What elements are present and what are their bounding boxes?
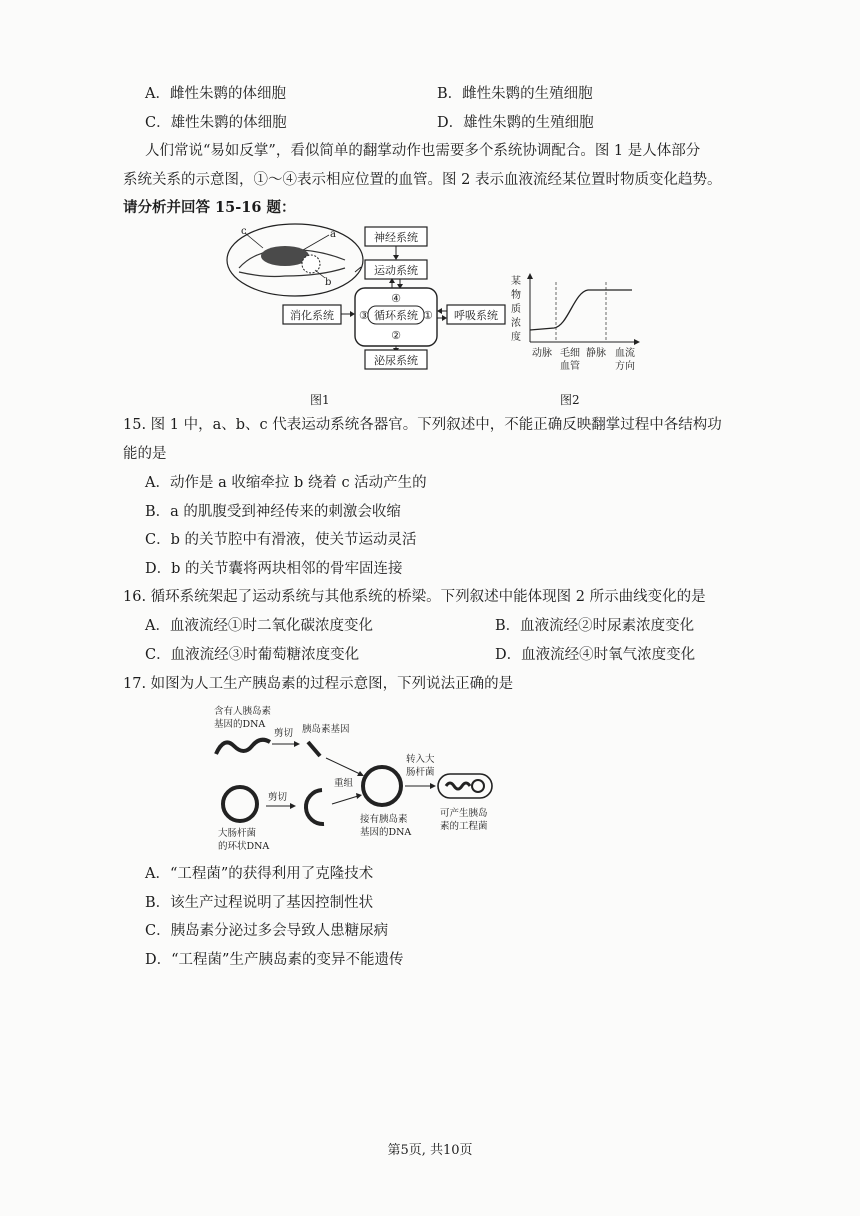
joint-icon — [302, 255, 320, 273]
q15-option-b: B．a 的肌腹受到神经传来的刺激会收缩 — [145, 504, 401, 520]
figure-2-chart — [508, 272, 643, 377]
figure-2-caption: 图2 — [560, 393, 580, 407]
q16-option-a: A．血液流经①时二氧化碳浓度变化 — [145, 618, 373, 634]
vessel-2: ② — [391, 329, 401, 342]
y-axis-label — [511, 274, 521, 343]
ecoli-circular-dna-icon — [223, 787, 257, 821]
q14-option-c: C．雄性朱鹮的体细胞 — [145, 115, 287, 131]
y-label-char: 度 — [511, 332, 521, 343]
vessel-4: ④ — [391, 292, 401, 305]
intro-line-3: 请分析并回答 15-16 题： — [123, 199, 296, 216]
label-c: c — [241, 226, 247, 237]
intro-line-1: 人们常说“易如反掌”，看似简单的翻掌动作也需要多个系统协调配合。图 1 是人体部分 — [145, 143, 701, 159]
x-label-flow: 方向 — [615, 361, 635, 372]
vessel-1: ① — [423, 309, 433, 322]
y-label-char: 某 — [511, 276, 521, 287]
q16-option-c: C．血液流经③时葡萄糖浓度变化 — [145, 647, 360, 663]
x-label-vein: 静脉 — [586, 348, 606, 359]
insulin-gene-label: 胰岛素基因 — [302, 724, 350, 735]
engineered-bacterium-label: 素的工程菌 — [440, 821, 488, 832]
human-dna-label: 含有人胰岛素 — [214, 706, 272, 717]
q15-option-d: D．b 的关节囊将两块相邻的骨牢固连接 — [145, 561, 403, 577]
x-label-capillary: 毛细 — [560, 348, 580, 359]
q14-option-b: B．雌性朱鹮的生殖细胞 — [437, 86, 593, 102]
recombinant-dna-label: 接有胰岛素 — [360, 814, 408, 825]
digestive-system-label: 消化系统 — [290, 309, 334, 322]
q17-option-d: D．“工程菌”生产胰岛素的变异不能遗传 — [145, 952, 404, 968]
q15-stem-line-1: 15. 图 1 中，a、b、c 代表运动系统各器官。下列叙述中，不能正确反映翻掌过程中各结构功 — [123, 417, 722, 433]
cut-plasmid-icon — [306, 790, 324, 824]
figure-1-diagram — [225, 220, 510, 370]
q16-option-b: B．血液流经②时尿素浓度变化 — [495, 618, 695, 634]
motor-system-label: 运动系统 — [374, 264, 418, 277]
q16-option-d: D．血液流经④时氧气浓度变化 — [495, 647, 696, 663]
human-dna-strand-icon — [216, 740, 270, 754]
q17-stem: 17. 如图为人工生产胰岛素的过程示意图，下列说法正确的是 — [123, 676, 514, 692]
nervous-system-label: 神经系统 — [374, 231, 418, 244]
label-b: b — [325, 277, 332, 288]
q17-option-b: B．该生产过程说明了基因控制性状 — [145, 895, 374, 911]
insulin-gene-icon — [308, 742, 320, 756]
q15-option-a: A．动作是 a 收缩牵拉 b 绕着 c 活动产生的 — [145, 475, 427, 491]
cut-label-2: 剪切 — [268, 792, 288, 803]
recombinant-dna-icon — [363, 767, 401, 805]
circulatory-system-label: 循环系统 — [374, 309, 418, 322]
recombine-label: 重组 — [334, 778, 354, 789]
vessel-3: ③ — [359, 309, 369, 322]
ecoli-dna-label: 大肠杆菌 — [218, 828, 257, 839]
concentration-curve — [530, 290, 632, 330]
x-label-capillary: 血管 — [560, 361, 580, 372]
transfer-label: 肠杆菌 — [406, 767, 435, 778]
q15-option-c: C．b 的关节腔中有滑液，使关节运动灵活 — [145, 532, 417, 548]
human-dna-label: 基因的DNA — [214, 719, 266, 730]
page-footer: 第5页, 共10页 — [387, 1143, 473, 1158]
y-label-char: 浓 — [511, 318, 521, 329]
q14-option-a: A．雌性朱鹮的体细胞 — [145, 86, 286, 102]
urinary-system-label: 泌尿系统 — [374, 354, 418, 367]
intro-line-2: 系统关系的示意图，①～④表示相应位置的血管。图 2 表示血液流经某位置时物质变化趋势。 — [123, 172, 722, 188]
respiratory-system-label: 呼吸系统 — [454, 309, 498, 322]
x-label-artery: 动脉 — [532, 348, 552, 359]
q16-stem: 16. 循环系统架起了运动系统与其他系统的桥梁。下列叙述中能体现图 2 所示曲线变化的是 — [123, 589, 706, 605]
x-label-flow: 血流 — [615, 348, 635, 359]
q14-option-d: D．雄性朱鹮的生殖细胞 — [437, 115, 594, 131]
figure-1-caption: 图1 — [310, 393, 330, 407]
ecoli-dna-label: 的环状DNA — [218, 841, 270, 852]
transfer-label: 转入大 — [406, 754, 435, 765]
recombinant-dna-label: 基因的DNA — [360, 827, 412, 838]
figure-3-diagram — [210, 700, 520, 860]
q17-option-a: A．“工程菌”的获得利用了克隆技术 — [145, 866, 374, 882]
cut-label-1: 剪切 — [274, 728, 294, 739]
q17-option-c: C．胰岛素分泌过多会导致人患糖尿病 — [145, 923, 389, 939]
engineered-bacterium-label: 可产生胰岛 — [440, 808, 488, 819]
label-a: a — [330, 229, 336, 240]
y-label-char: 质 — [511, 304, 521, 315]
q15-stem-line-2: 能的是 — [123, 446, 167, 462]
y-label-char: 物 — [511, 290, 521, 301]
